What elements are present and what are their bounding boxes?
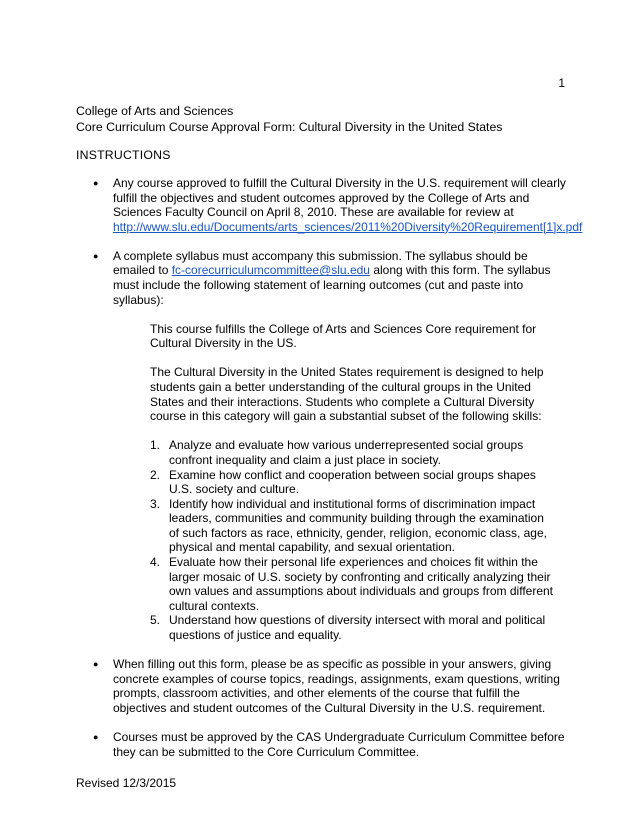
skill-number: 4. — [150, 555, 161, 570]
page-number: 1 — [558, 76, 565, 90]
instruction-text: When filling out this form, please be as specific as possible in your answers, giving concrete examples of course topics, readings, assignments, exam questions, writing prompts, classroom activities, and other elements of the course that fulfill the objectives and student outcomes of the Cultural Diversity in the U.S. requirement. — [113, 657, 560, 715]
learning-outcomes-statement — [150, 322, 555, 643]
skill-number: 3. — [150, 496, 161, 511]
instruction-text: Any course approved to fulfill the Cultural Diversity in the U.S. requirement will clearly fulfill the objectives and student outcomes approved by the College of Arts and Sciences Faculty Council on April 8, 2010. These are available for review at — [113, 176, 566, 220]
skill-item — [150, 438, 555, 467]
instruction-item-specificity — [76, 657, 570, 715]
skill-number: 1. — [150, 438, 161, 453]
form-title: Core Curriculum Course Approval Form: Cultural Diversity in the United States — [76, 119, 503, 134]
instructions-list — [76, 176, 583, 774]
skill-item — [150, 555, 555, 613]
instruction-item-approval — [76, 176, 583, 234]
instruction-item-committee — [76, 730, 570, 759]
revision-date: Revised 12/3/2015 — [76, 776, 177, 790]
skill-text: Understand how questions of diversity intersect with moral and political questions of justice and equality. — [169, 613, 546, 643]
committee-email-link[interactable]: fc-corecurriculumcommittee@slu.edu — [171, 263, 370, 278]
instruction-item-syllabus — [76, 249, 570, 643]
skill-item — [150, 468, 555, 497]
skill-number: 5. — [150, 613, 161, 628]
skill-number: 2. — [150, 467, 161, 482]
skill-text: Evaluate how their personal life experiences and choices fit within the larger mosaic of U.S. society by confronting and critically analyzing their own values and assumptions about individuals and groups from different cultural contexts. — [169, 555, 554, 613]
document-header — [76, 104, 576, 135]
skill-item — [150, 613, 555, 642]
instructions-heading: INSTRUCTIONS — [76, 148, 171, 162]
skill-text: Identify how individual and institutional forms of discrimination impact leaders, communities and community building through the examination of such factors as race, ethnicity, gender, religion, economic class, age, physical and mental capability, and sexual orientation. — [169, 496, 547, 555]
requirement-pdf-link[interactable]: http://www.slu.edu/Documents/arts_sciences/2011%20Diversity%20Requirement[1]x.pdf — [113, 219, 583, 234]
statement-paragraph: This course fulfills the College of Arts and Sciences Core requirement for Cultural Diversity in the US. — [150, 321, 537, 351]
skills-list — [150, 438, 555, 642]
skill-item — [150, 497, 555, 555]
skill-text: Analyze and evaluate how various underrepresented social groups confront inequality and claim a just place in society. — [169, 438, 524, 467]
instruction-text: A complete syllabus must accompany this submission. The syllabus should be emailed to — [113, 248, 528, 278]
statement-paragraph: The Cultural Diversity in the United States requirement is designed to help students gain a better understanding of the cultural groups in the United States and their interactions. Students who complete a Cultural Diversity course in this category will gain a substantial subset of the following skills: — [150, 365, 544, 424]
instruction-text: along with this form. The syllabus must include the following statement of learning outcomes (cut and paste into syllabus): — [113, 263, 551, 307]
instruction-text: Courses must be approved by the CAS Undergraduate Curriculum Committee before they can be submitted to the Core Curriculum Committee. — [113, 730, 565, 759]
college-name: College of Arts and Sciences — [76, 104, 234, 118]
skill-text: Examine how conflict and cooperation between social groups shapes U.S. society and culture. — [169, 467, 536, 497]
